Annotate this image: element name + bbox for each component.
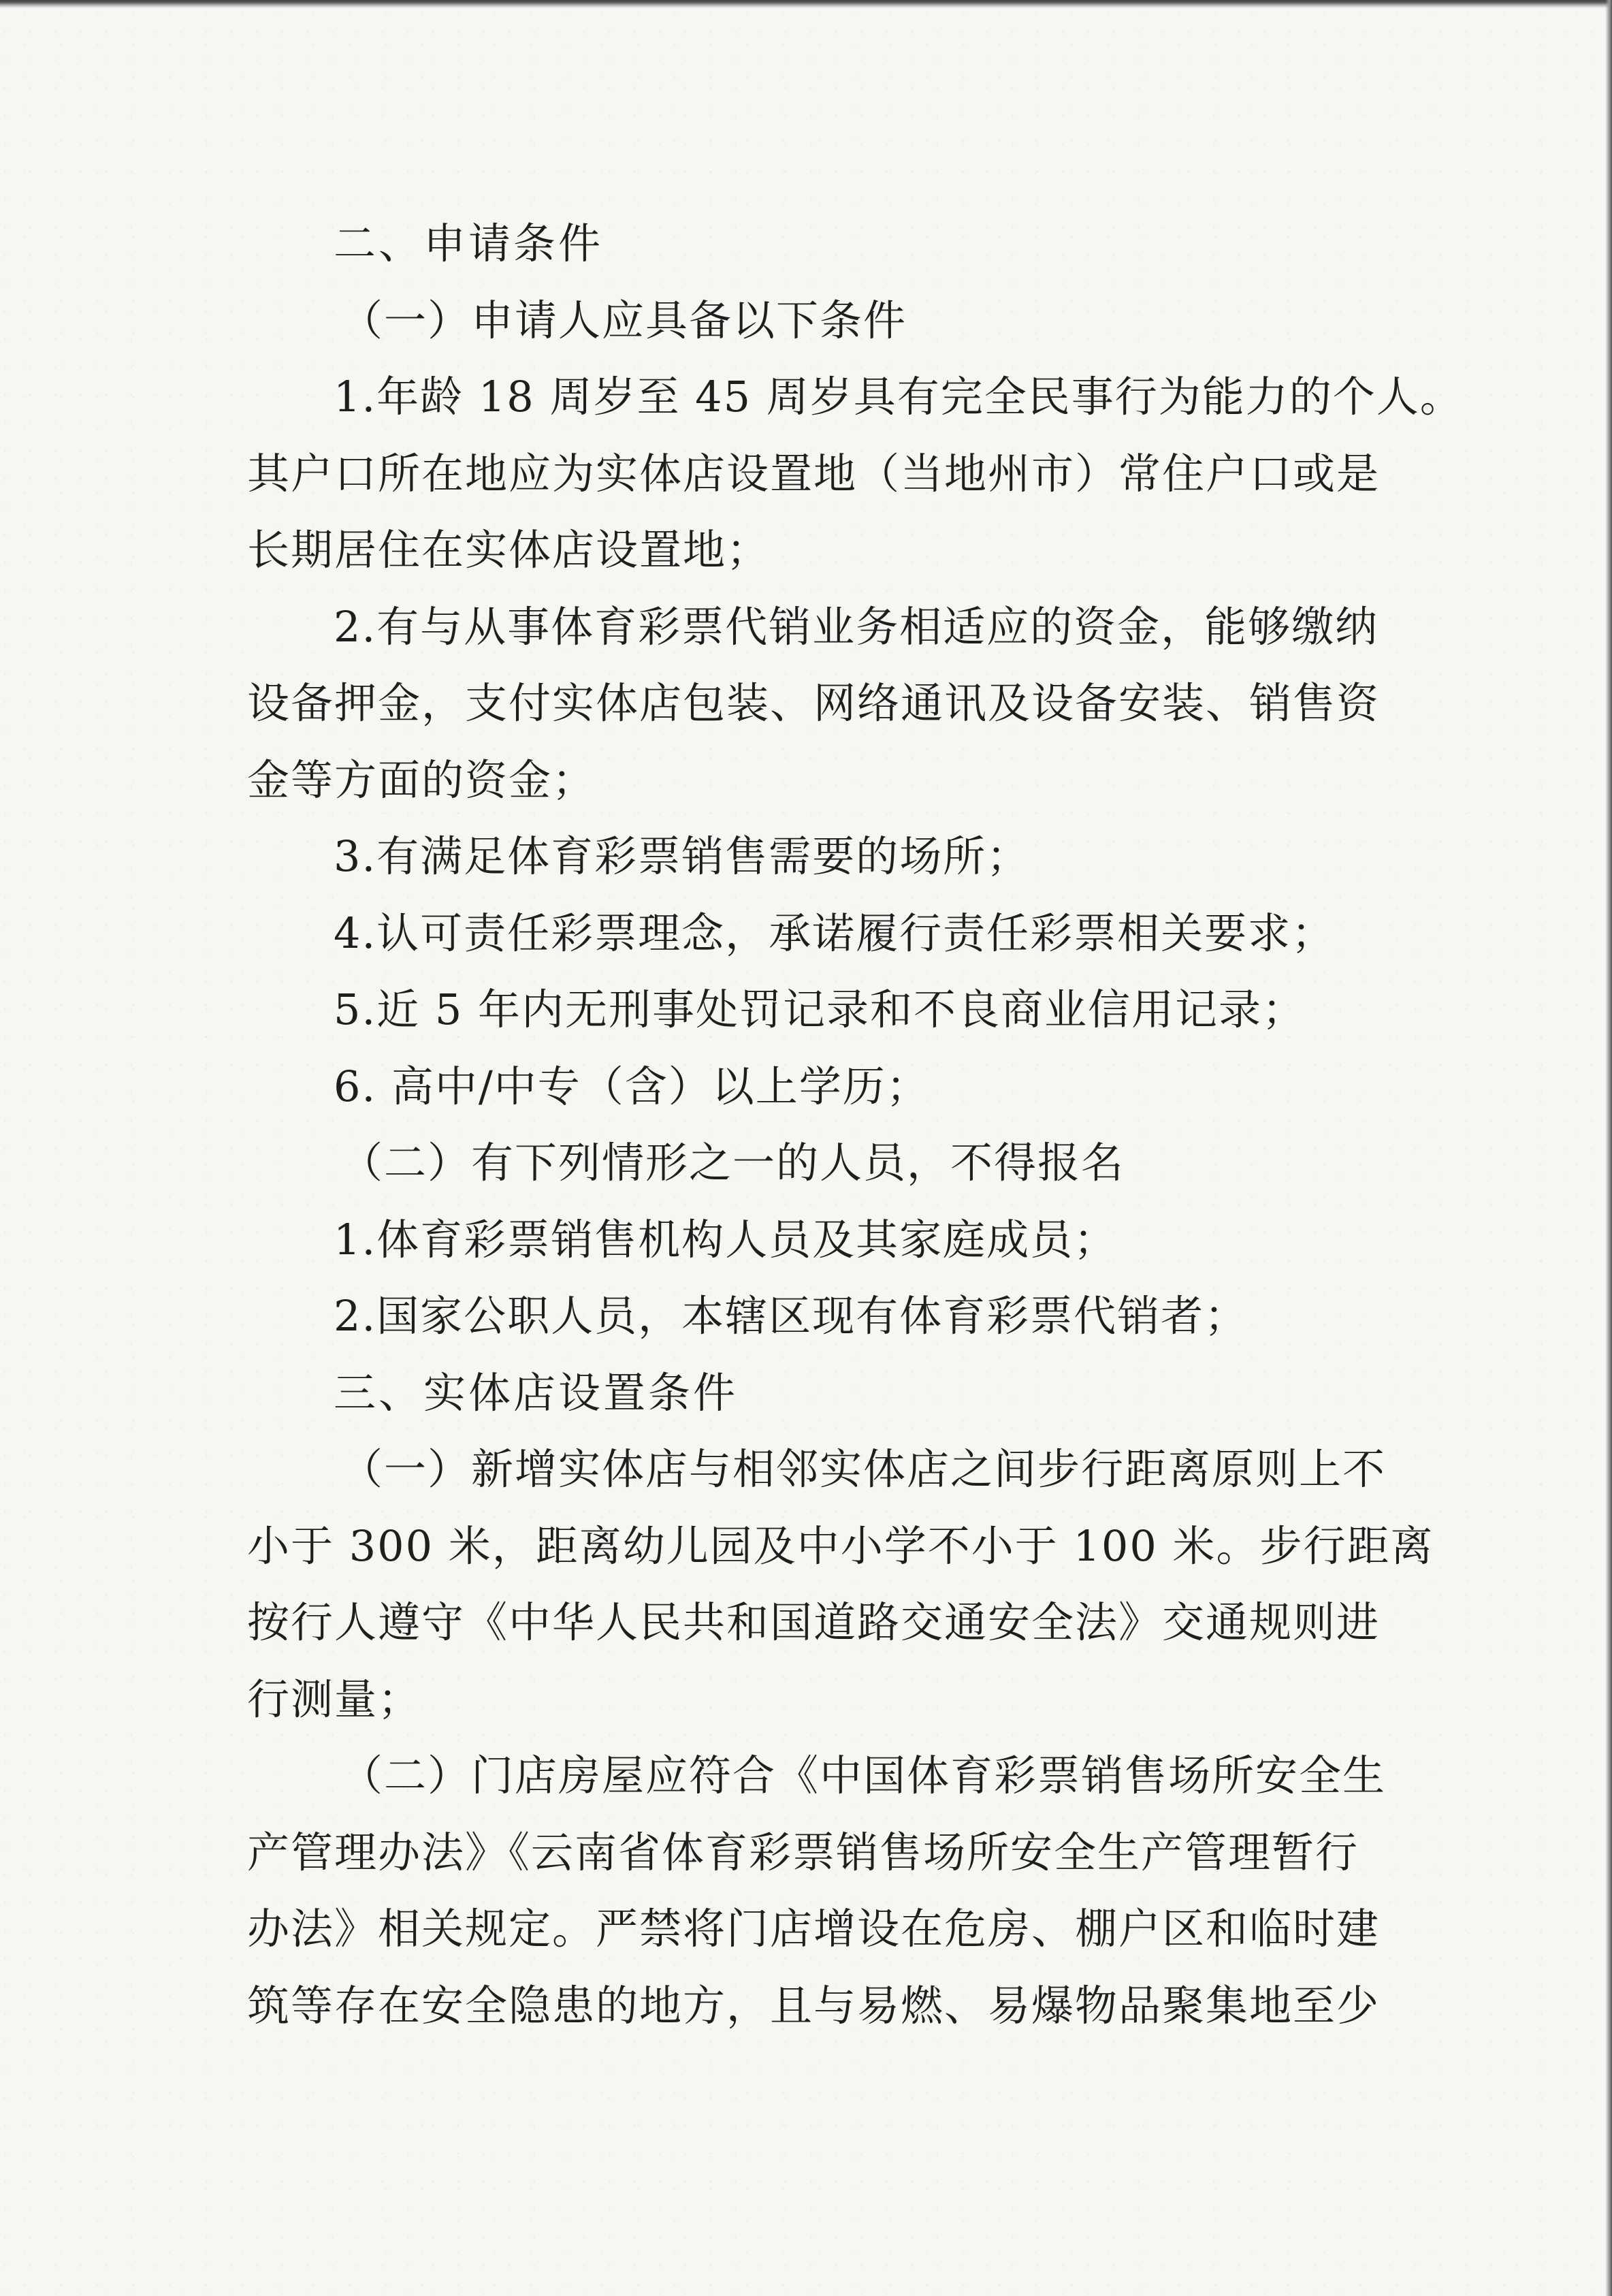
paragraph-line: 按行人遵守《中华人民共和国道路交通安全法》交通规则进 (247, 1597, 1381, 1647)
paragraph-line: 其户口所在地应为实体店设置地（当地州市）常住户口或是 (247, 449, 1381, 498)
paragraph-line: 长期居住在实体店设置地； (247, 525, 771, 575)
paragraph-line: 3.有满足体育彩票销售需要的场所； (334, 831, 1031, 881)
paragraph-line: 4.认可责任彩票理念，承诺履行责任彩票相关要求； (334, 908, 1336, 958)
paragraph-line: 2.国家公职人员，本辖区现有体育彩票代销者； (334, 1291, 1248, 1341)
subsection-heading-2-1: （一）申请人应具备以下条件 (340, 296, 907, 345)
paragraph-line: 行测量； (247, 1674, 422, 1724)
paragraph-line: （一）新增实体店与相邻实体店之间步行距离原则上不 (340, 1444, 1387, 1494)
subsection-heading-2-2: （二）有下列情形之一的人员，不得报名 (340, 1138, 1125, 1187)
section-heading-2: 二、申请条件 (334, 219, 604, 268)
paragraph-line: 6. 高中/中专（含）以上学历； (334, 1062, 930, 1111)
paragraph-line: 1.体育彩票销售机构人员及其家庭成员； (334, 1215, 1118, 1264)
paragraph-line: 设备押金，支付实体店包装、网络通讯及设备安装、销售资 (247, 678, 1381, 728)
scan-right-edge (1605, 0, 1612, 2296)
paragraph-line: 办法》相关规定。严禁将门店增设在危房、棚户区和临时建 (247, 1904, 1381, 1954)
paragraph-line: 小于 300 米，距离幼儿园及中小学不小于 100 米。步行距离 (247, 1521, 1434, 1571)
paragraph-line: 5.近 5 年内无刑事处罚记录和不良商业信用记录； (334, 985, 1306, 1034)
paragraph-line: 筑等存在安全隐患的地方，且与易燃、易爆物品聚集地至少 (247, 1981, 1381, 2030)
section-heading-3: 三、实体店设置条件 (334, 1368, 739, 1418)
paragraph-line: 1.年龄 18 周岁至 45 周岁具有完全民事行为能力的个人。 (334, 372, 1464, 421)
scan-top-edge (0, 0, 1612, 8)
paragraph-line: 产管理办法》《云南省体育彩票销售场所安全生产管理暂行 (247, 1828, 1359, 1877)
paragraph-line: （二）门店房屋应符合《中国体育彩票销售场所安全生 (340, 1751, 1387, 1800)
paragraph-line: 2.有与从事体育彩票代销业务相适应的资金，能够缴纳 (334, 602, 1379, 652)
paragraph-line: 金等方面的资金； (247, 755, 596, 805)
